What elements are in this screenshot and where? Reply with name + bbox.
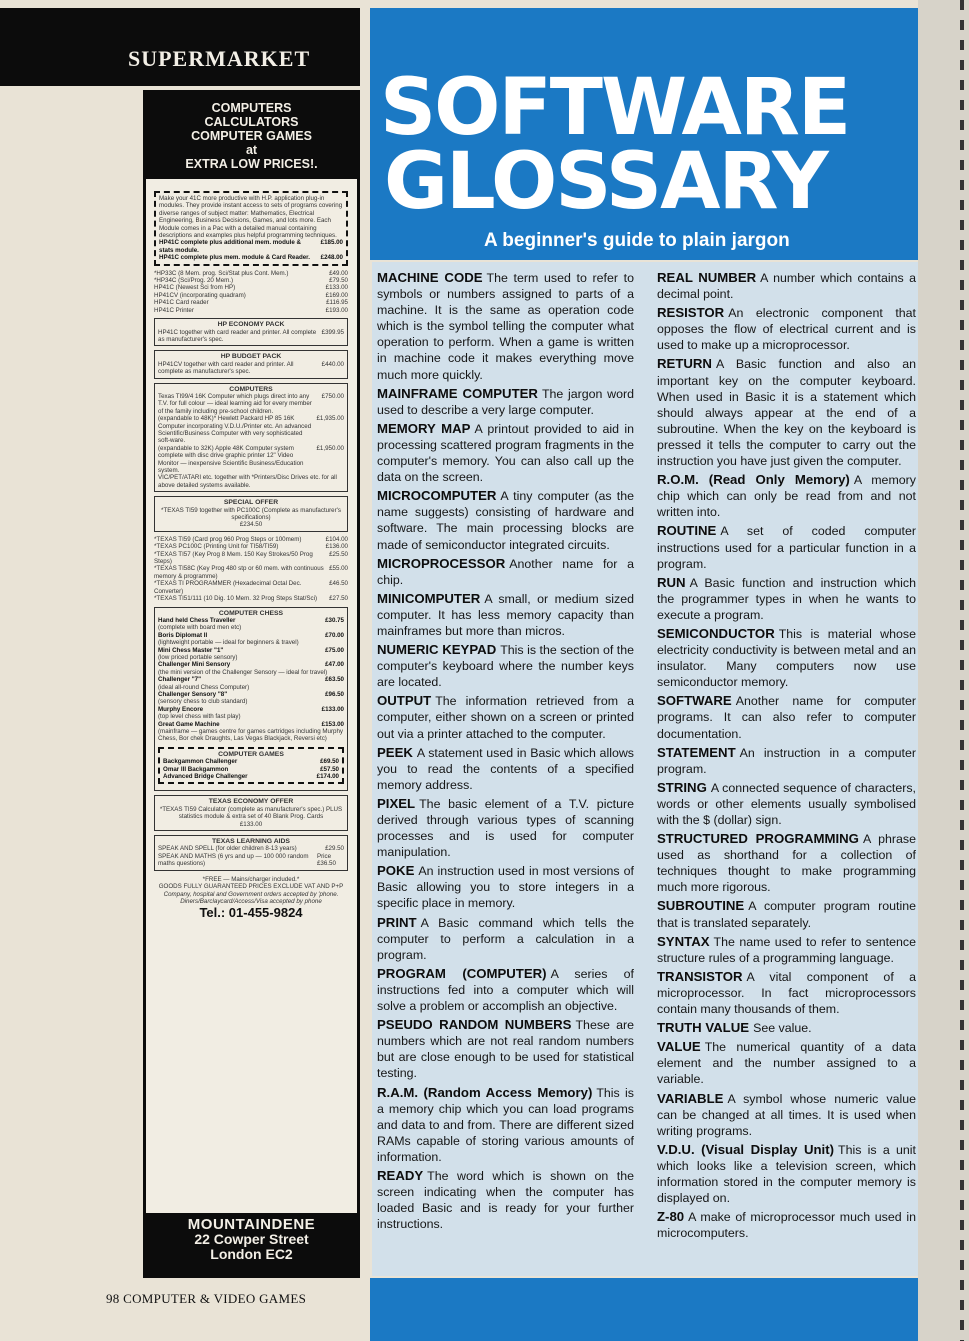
glossary-term: OUTPUT: [377, 693, 432, 709]
glossary-entry: [657, 626, 916, 690]
price-row: *HP33C (8 Mem. prog. Sci/Stat plus Cont. Mem.) £49.00: [154, 269, 348, 277]
glossary-entry: [657, 270, 916, 302]
advertisement: [143, 90, 360, 1278]
glossary-definition: The term used to refer to symbols or numbers assigned to parts of a machine. It is the same as operation code which is the symbol telling the computer what operation to perform. When a game is written in machine code it makes everything move much more quickly.: [377, 271, 634, 382]
price-row: *TEXAS TI58C (Key Prog 480 stp or 60 mem. with continuous memory & programme) £55.00: [154, 565, 348, 580]
glossary-definition: These are numbers which are not real random numbers but are close enough to be used for statistical testing.: [377, 1018, 634, 1081]
glossary-term: Z-80: [657, 1209, 685, 1225]
glossary-term: NUMERIC KEYPAD: [377, 642, 497, 658]
learning-aids-box: TEXAS LEARNING AIDS SPEAK AND SPELL (for older children 8-13 years) £29.50 SPEAK AND MATHS (6 yrs and up — 100 000 random maths questions) Price £36.50: [154, 835, 348, 871]
page-edge: [918, 0, 969, 1341]
glossary-term: MEMORY MAP: [377, 420, 471, 436]
footer-banner: [370, 1278, 918, 1341]
offer-row: HP41C complete plus additional mem. module & stats module. £185.00: [159, 239, 343, 254]
price-row: (expandable to 32K) Apple 48K Computer system complete with disc drive graphic printer 12" Video Monitor — inexpensive Scientific Business/Education system. £1,950.00: [158, 444, 344, 474]
section-title: SUPERMARKET: [128, 46, 311, 71]
glossary-definition: A series of instructions fed into a computer which will solve a problem or accomplish an objective.: [377, 966, 634, 1014]
glossary-entry: [657, 745, 916, 777]
glossary-term: RETURN: [657, 356, 712, 372]
glossary-column-right: [657, 270, 916, 1244]
ad-headline-line: EXTRA LOW PRICES!.: [185, 157, 318, 171]
glossary-definition: An instruction in a computer program.: [657, 745, 916, 776]
company-name: MOUNTAINDENE: [187, 1216, 316, 1233]
offer-row: HP41C complete plus mem. module & Card Reader. £248.00: [159, 254, 343, 262]
price-row: *TEXAS TI51/111 (10 Dig. 10 Mem. 32 Prog Steps Stat/Sci) £27.50: [154, 595, 348, 603]
glossary-entry: [657, 1020, 916, 1036]
page-subtitle: A beginner's guide to plain jargon: [484, 230, 790, 251]
glossary-term: R.A.M. (Random Access Memory): [377, 1084, 593, 1100]
address-line: 22 Cowper Street: [194, 1231, 309, 1247]
glossary-definition: This is a unit which looks like a television screen, which information stored in the computer memory is displayed on.: [657, 1142, 916, 1206]
glossary-entry: [377, 421, 634, 485]
glossary-definition: A statement used in Basic which allows you to read the contents of a specified memory address.: [377, 745, 634, 792]
glossary-definition: This is the section of the computer's keyboard where the number keys are located.: [377, 643, 634, 690]
glossary-term: TRUTH VALUE: [657, 1020, 750, 1036]
glossary-entry: [657, 1039, 916, 1087]
glossary-term: STATEMENT: [657, 744, 736, 760]
glossary-entry: [377, 1085, 634, 1165]
glossary-term: RUN: [657, 574, 686, 590]
glossary-entry: [657, 831, 916, 895]
calculator-price-list: [154, 270, 348, 314]
glossary-term: ROUTINE: [657, 523, 717, 539]
chess-box: COMPUTER CHESS Hand held Chess Traveller £30.75 (complete with board men etc) Boris Diplomat II £70.00 (lightweight portable — ideal for beginners & travel) Mini Chess Master "1" £75.00 (low priced portable sensory) Challenger Mini Sensory £47.00 (the mini version of the Challenger Sensory — ideal for travel) Challenger "7" £63.50 (ideal all-round Chess Computer) Challenger Sensory "8" £96.50 (sensory chess to club standard) Murphy Encore £133.00 (top level chess with fast play) Great Game Machine £153.00 (mainframe — games centre for games cartridges including Murphy Chess, Bor chek Draughts, Las Vegas Blackjack, Reversi etc) COMPUTER GAMES Backgammon Challenger £69.50 Omar III Backgammon £57.50 Advanced Bridge Challenger £174.00: [154, 607, 348, 792]
glossary-entry: [377, 966, 634, 1014]
glossary-definition: A Basic function and instruction which the programmer types in when he wants to execute a program.: [657, 575, 916, 622]
glossary-definition: Another name for computer programs. It can also refer to computer documentation.: [657, 694, 916, 741]
price-row: *TEXAS TI57 (Key Prog 8 Mem. 150 Key Strokes/50 Prog Steps) £25.50: [154, 550, 348, 566]
glossary-definition: The name used to refer to sentence structure rules of a programming language.: [657, 934, 916, 965]
price-row: *TEXAS PC100C (Printing Unit for TI58/TI59) £136.00: [154, 543, 348, 551]
glossary-entry: [657, 1209, 916, 1241]
glossary-definition: The numerical quantity of a data element and the number assigned to a variable.: [657, 1040, 916, 1087]
glossary-term: PSEUDO RANDOM NUMBERS: [377, 1017, 572, 1033]
glossary-entry: [377, 1017, 634, 1081]
glossary-entry: [377, 642, 634, 690]
module-text: Make your 41C more productive with H.P. application plug-in modules. They provide instant access to sets of programs covering diverse ranges of subject matter: Mathematics, Electrical Engineering, Business Decisions, Games, and lots more. Each Module comes in a Pac with a detailed manual containing descriptions and examples plus helpful programming techniques.: [159, 195, 343, 240]
glossary-definition: A Basic command which tells the computer to perform a calculation in a program.: [377, 915, 634, 962]
price-row: *TEXAS TI PROGRAMMER (Hexadecimal Octal Dec. Converter) £46.50: [154, 580, 348, 595]
glossary-entry: [657, 934, 916, 966]
glossary-entry: [657, 575, 916, 623]
glossary-entry: [657, 898, 916, 930]
ad-footer: [146, 1213, 357, 1275]
ad-headline-line: at: [245, 143, 258, 157]
glossary-definition: A make of microprocessor much used in microcomputers.: [657, 1210, 916, 1241]
price-row: *HP34C (Sci/Prog. 20 Mem.) £79.50: [154, 277, 348, 285]
glossary-definition: A memory chip which can only be read from and not written into.: [657, 473, 916, 520]
glossary-term: SYNTAX: [657, 933, 710, 949]
glossary-term: PRINT: [377, 914, 417, 930]
glossary-term: STRUCTURED PROGRAMMING: [657, 831, 859, 847]
price-row: *TEXAS TI59 (Card prog 960 Prog Steps or 100mem) £104.00: [154, 535, 348, 543]
glossary-entry: [377, 915, 634, 963]
glossary-term: V.D.U. (Visual Display Unit): [657, 1141, 834, 1157]
glossary-term: TRANSISTOR: [657, 968, 743, 984]
ad-body: [154, 187, 348, 921]
glossary-term: R.O.M. (Read Only Memory): [657, 472, 850, 488]
glossary-definition: This is material whose electricity conductivity is between metal and an insulator. Many computers now use semiconductor memory.: [657, 626, 916, 690]
computers-box: COMPUTERS Texas TI99/4 16K Computer which plugs direct into any T.V. for full colour — ideal learning aid for every member of the family including pre-school children. £750.00 (expandable to 48K)* Hewlett Packard HP 85 16K Computer incorporating V.D.U./Printer etc. An advanced Scientific/Business Computer with very sophisticated soft-ware. £1,935.00 (expandable to 32K) Apple 48K Computer system complete with disc drive graphic printer 12" Video Monitor — inexpensive Scientific Business/Education system. £1,950.00 VIC/PET/ATARI etc. together with *Printers/Disc Drives etc. for all above detailed systems available.: [154, 383, 348, 493]
glossary-definition: A small, or medium sized computer. It has less memory capacity than mainframes but more than micros.: [377, 591, 634, 638]
glossary-entry: [377, 796, 634, 860]
glossary-entry: [377, 386, 634, 418]
glossary-entry: [657, 969, 916, 1017]
glossary-definition: A number which contains a decimal point.: [657, 271, 916, 302]
page-folio: 98 COMPUTER & VIDEO GAMES: [106, 1291, 307, 1306]
glossary-definition: The information retrieved from a computer, either shown on a screen or printed out via a printer attached to the computer.: [377, 694, 634, 741]
binding-holes: [960, 0, 964, 1341]
glossary-definition: A symbol whose numeric value can be changed at all times. It is used when writing programs.: [657, 1091, 916, 1138]
glossary-term: READY: [377, 1167, 424, 1183]
glossary-definition: A vital component of a microprocessor. In fact microprocessors contain many thousands of them.: [657, 969, 916, 1017]
orders-note: Company, hospital and Government orders accepted by 'phone. Diners/Barclaycard/Access/Visa accepted by phone: [163, 890, 339, 905]
glossary-term: REAL NUMBER: [657, 270, 757, 285]
games-box: COMPUTER GAMES Backgammon Challenger £69.50 Omar III Backgammon £57.50 Advanced Bridge Challenger £174.00: [158, 747, 344, 785]
glossary-definition: The word which is shown on the screen indicating when the computer has loaded Basic and is ready for your further instructions.: [377, 1168, 634, 1232]
glossary-term: MICROPROCESSOR: [377, 555, 506, 571]
glossary-term: MACHINE CODE: [377, 270, 483, 285]
glossary-entry: [377, 863, 634, 911]
glossary-term: SEMICONDUCTOR: [657, 625, 775, 641]
glossary-definition: See value.: [753, 1021, 812, 1036]
glossary-column-left: [377, 270, 634, 1235]
price-row: Texas TI99/4 16K Computer which plugs direct into any T.V. for full colour — ideal learning aid for every member of the family including pre-school children. £750.00: [158, 392, 344, 415]
guarantee-note: GOODS FULLY GUARANTEED PRICES EXCLUDE VAT AND P+P: [158, 883, 344, 891]
budget-pack-box: HP BUDGET PACK HP41CV together with card reader and printer. All complete as manufacturer's spec. £440.00: [154, 350, 348, 378]
texas-price-list: [154, 536, 348, 603]
glossary-definition: A Basic function and also an important key on the computer keyboard. When used in Basic it is a statement which should always appear at the end of a subroutine. When the key on the keyboard is pressed it tells the computer to carry out the instruction you have just given the computer.: [657, 357, 916, 469]
glossary-definition: A tiny computer (as the name suggests) consisting of hardware and software. The main processing blocks are made of semiconductor integrated circuits.: [377, 489, 634, 552]
glossary-entry: [377, 693, 634, 741]
module-offer-box: [154, 191, 348, 266]
price-row: HP41C Printer £193.00: [154, 306, 348, 314]
glossary-term: VALUE: [657, 1039, 701, 1055]
glossary-entry: [657, 523, 916, 571]
glossary-entry: [657, 472, 916, 520]
glossary-entry: [657, 356, 916, 469]
free-note: *FREE — Mains/charger included.*: [202, 875, 300, 883]
supermarket-header-bar: [0, 8, 360, 86]
glossary-entry: [657, 1142, 916, 1206]
glossary-definition: An electronic component that opposes the flow of electrical current and is used to make up a microprocessor.: [657, 306, 916, 353]
glossary-definition: An instruction used in most versions of Basic allowing you to store integers in a specific place in memory.: [377, 864, 634, 911]
price-row: HP41CV (incorporating quadram) £169.00: [154, 291, 348, 299]
price-row: VIC/PET/ATARI etc. together with *Printers/Disc Drives etc. for all above detailed systems available.: [158, 474, 337, 489]
glossary-entry: [377, 591, 634, 639]
glossary-entry: [377, 488, 634, 552]
glossary-entry: [377, 745, 634, 793]
glossary-definition: This is a memory chip which you can load programs and data to and from. There are different sized RAMs capable of storing various amounts of information.: [377, 1085, 634, 1164]
glossary-term: MINICOMPUTER: [377, 590, 481, 606]
glossary-term: MAINFRAME COMPUTER: [377, 385, 538, 401]
glossary-entry: [657, 1091, 916, 1139]
glossary-term: VARIABLE: [657, 1090, 724, 1106]
economy-offer-box: TEXAS ECONOMY OFFER *TEXAS TI59 Calculator (complete as manufacturer's spec.) PLUS statistics module & extra set of 40 Blank Prog. Cards £133.00: [154, 795, 348, 831]
glossary-term: SUBROUTINE: [657, 898, 745, 914]
glossary-definition: A printout provided to aid in processing scattered program fragments in the computer's memory. You can also call up the data on the screen.: [377, 421, 634, 485]
glossary-entry: [657, 305, 916, 353]
ad-headline: [146, 93, 357, 179]
glossary-entry: [377, 270, 634, 383]
glossary-definition: A computer program routine that is translated separately.: [657, 899, 916, 930]
glossary-definition: A phrase used as shorthand for a collection of techniques thought to make programming much more rigorous.: [657, 832, 916, 895]
price-row: HP41C (Newest Sci from HP) £133.00: [154, 284, 348, 292]
glossary-term: RESISTOR: [657, 305, 725, 321]
glossary-entry: [377, 556, 634, 588]
ad-headline-line: COMPUTER GAMES: [191, 129, 312, 143]
glossary-term: MICROCOMPUTER: [377, 488, 497, 504]
address-line: London EC2: [210, 1246, 293, 1262]
glossary-definition: A connected sequence of characters, words or other elements usually symbolised with the $ (dollar) sign.: [657, 780, 916, 827]
glossary-entry: [657, 780, 916, 828]
glossary-term: STRING: [657, 779, 707, 795]
glossary-definition: A set of coded computer instructions used for a particular function in a program.: [657, 524, 916, 571]
glossary-term: POKE: [377, 863, 415, 879]
glossary-entry: [377, 1168, 634, 1232]
glossary-definition: The jargon word used to describe a very large computer.: [377, 386, 634, 417]
glossary-definition: The basic element of a T.V. picture derived through various types of scanning processes and is used for computer manipulation.: [377, 796, 634, 860]
economy-pack-box: HP ECONOMY PACK HP41C together with card reader and printer. All complete as manufacturer's spec. £399.95: [154, 318, 348, 346]
glossary-term: PROGRAM (COMPUTER): [377, 965, 547, 981]
ad-headline-line: CALCULATORS: [204, 115, 299, 129]
special-offer-box: SPECIAL OFFER *TEXAS TI59 together with PC100C (Complete as manufacturer's specifications) £234.50: [154, 496, 348, 532]
glossary-term: SOFTWARE: [657, 693, 732, 709]
glossary-term: PEEK: [377, 744, 413, 760]
glossary-definition: Another name for a chip.: [377, 556, 634, 587]
page-title-line1: SOFTWARE: [380, 63, 850, 153]
phone-number: Tel.: 01-455-9824: [199, 905, 303, 921]
page-title-line2: GLOSSARY: [384, 137, 827, 227]
glossary-entry: [657, 693, 916, 741]
glossary-term: PIXEL: [377, 795, 416, 811]
price-row: HP41C Card reader £116.95: [154, 299, 348, 307]
ad-headline-line: COMPUTERS: [211, 101, 292, 115]
price-row: (expandable to 48K)* Hewlett Packard HP 85 16K Computer incorporating V.D.U./Printer etc. An advanced Scientific/Business Computer with very sophisticated soft-ware. £1,935.00: [158, 415, 344, 445]
